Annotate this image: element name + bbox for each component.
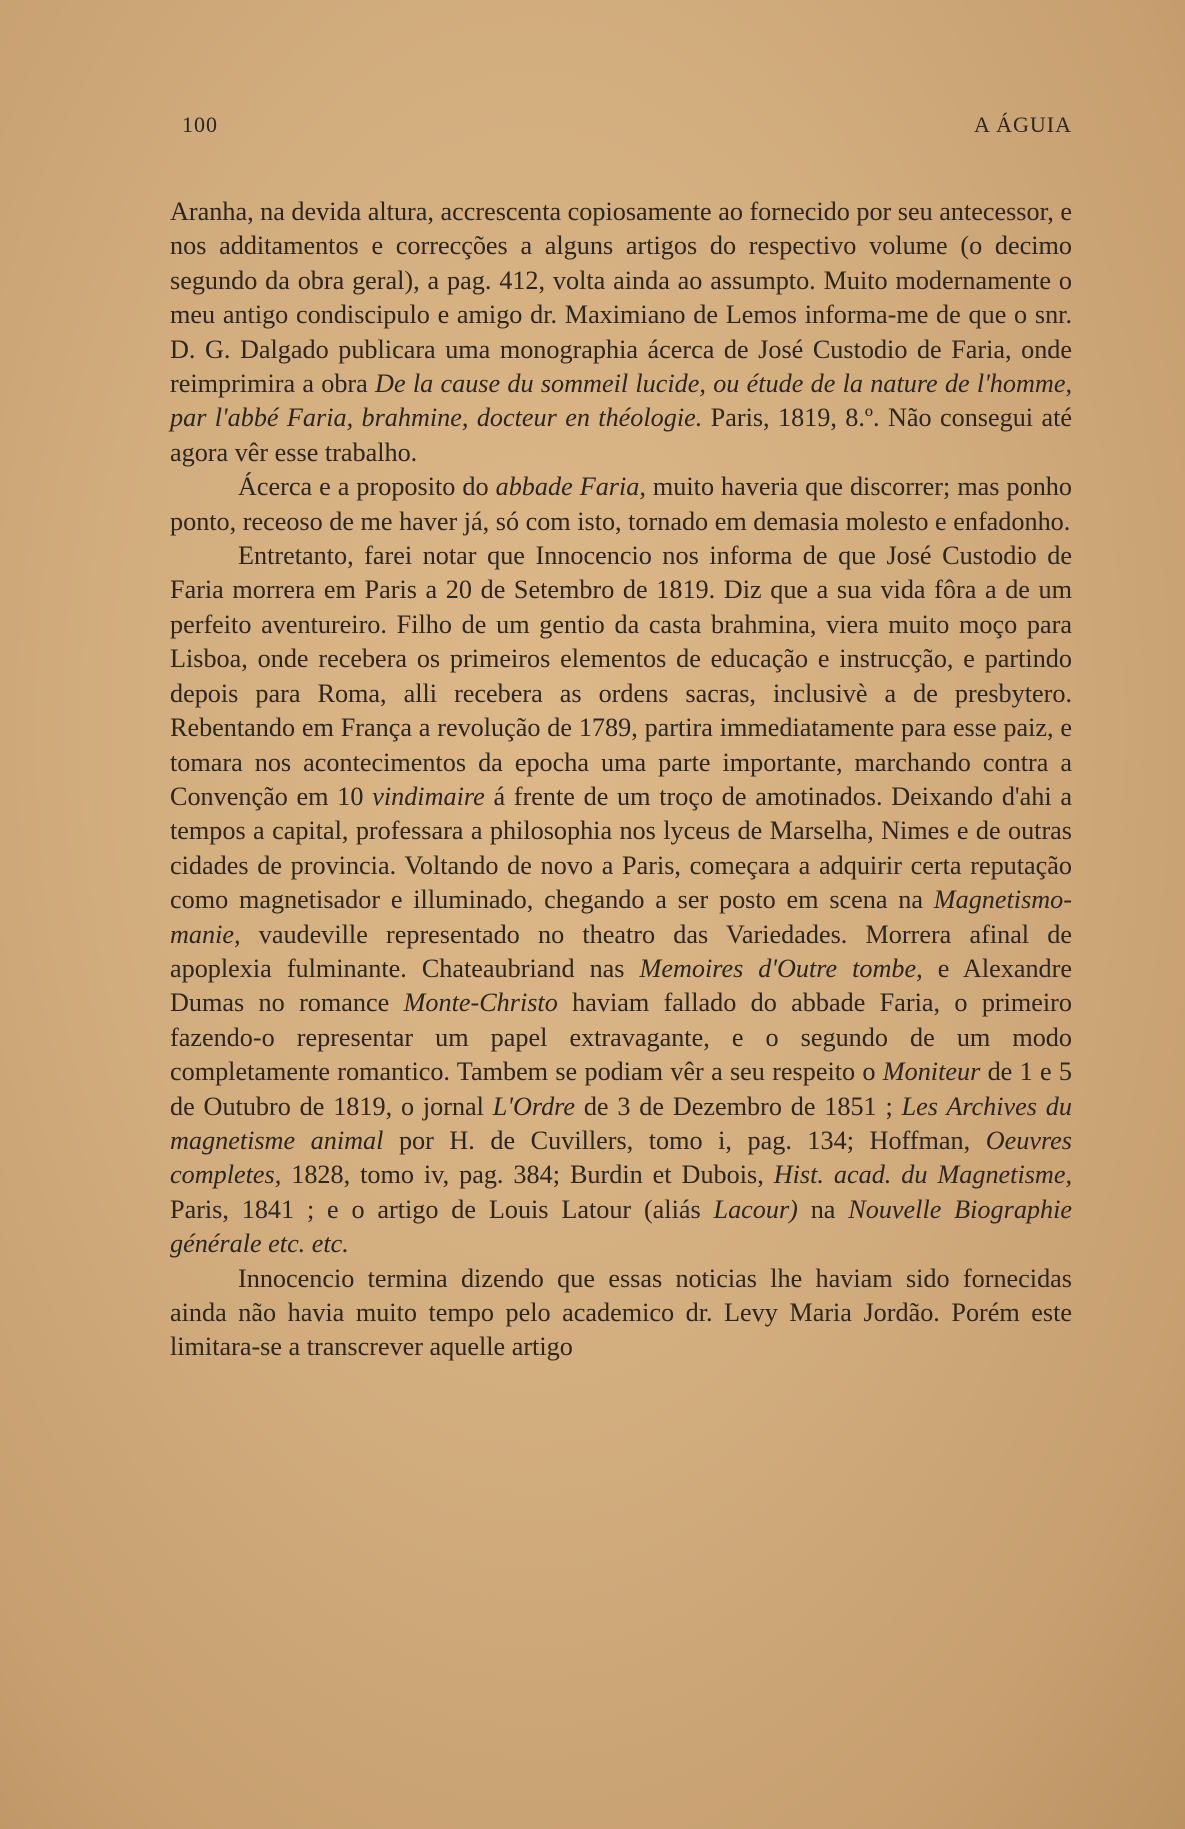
text-run: haviam fallado do abbade Faria, o primeiro fazendo-o representar um papel extravagante, e o segundo de um modo completamente romantico. Tambem se podiam vêr a seu respeito o — [170, 988, 1072, 1087]
italic-text: Monte-Christo — [403, 988, 558, 1018]
page-number: 100 — [182, 112, 218, 137]
paragraph — [170, 1262, 1072, 1365]
italic-text: Hist. acad. du Magnetisme, — [773, 1160, 1073, 1190]
page-header — [170, 112, 1072, 152]
paragraph — [170, 539, 1072, 1262]
italic-text: L'Ordre — [492, 1091, 576, 1121]
body-text — [170, 195, 1072, 1365]
italic-text: Moniteur — [882, 1057, 981, 1087]
text-run: de 3 de Dezembro de 1851 ; — [575, 1091, 902, 1121]
text-run: Ácerca e a proposito do — [238, 472, 496, 502]
text-run: na — [797, 1194, 849, 1224]
text-run: muito haveria que discorrer; mas ponho ponto, receoso de me haver já, só com isto, tornado em demasia molesto e enfadonho. — [170, 472, 1072, 536]
italic-text: De la cause du sommeil lucide, ou étude de la nature de l'homme, par l'abbé Faria, brahmine, docteur en théologie. — [170, 369, 1072, 433]
italic-text: Les Archives du magnetisme animal — [170, 1091, 1072, 1155]
italic-text: Oeuvres completes, — [170, 1125, 1072, 1190]
text-run: á frente de um troço de amotinados. Deixando d'ahi a tempos a capital, professara a philosophia nos lyceus de Marselha, Nimes e de outras cidades de provincia. Voltando de novo a Paris, começara a adquirir certa reputação como magnetisador e illuminado, chegando a ser posto em scena na — [170, 781, 1072, 915]
italic-text: Nouvelle Biographie générale etc. etc. — [170, 1194, 1072, 1259]
text-run: Innocencio termina dizendo que essas noticias lhe haviam sido fornecidas ainda não havia muito tempo pelo academico dr. Levy Maria Jordão. Porém este limitara-se a transcrever aquelle artigo — [170, 1263, 1072, 1362]
text-run: 1828, tomo iv, pag. 384; Burdin et Dubois, — [281, 1160, 774, 1190]
paragraph — [170, 470, 1072, 539]
paragraph — [170, 195, 1072, 470]
text-run: Aranha, na devida altura, accrescenta copiosamente ao fornecido por seu antecessor, e nos additamentos e correcções a alguns artigos do respectivo volume (o decimo segundo da obra geral), a pag. 412, volta ainda ao assumpto. Muito modernamente o meu antigo condiscipulo e amigo dr. Maximiano de Lemos informa-me de que o snr. D. G. Dalgado publicara uma monographia ácerca de José Custodio de Faria, onde reimprimira a obra — [170, 197, 1072, 399]
running-title: A ÁGUIA — [973, 112, 1072, 137]
text-run: Entretanto, farei notar que Innocencio nos informa de que José Custodio de Faria morrera em Paris a 20 de Setembro de 1819. Diz que a sua vida fôra a de um perfeito aventureiro. Filho de um gentio da casta brahmina, viera muito moço para Lisboa, onde recebera os primeiros elementos de educação e instrucção, e partindo depois para Roma, alli recebera as ordens sacras, inclusivè a de presbytero. Rebentando em França a revolução de 1789, partira immediatamente para esse paiz, e tomara nos acontecimentos da epocha uma parte importante, marchando contra a Convenção em 10 — [170, 541, 1072, 811]
italic-text: Lacour) — [713, 1194, 798, 1224]
text-run: de 1 e 5 de Outubro de 1819, o jornal — [170, 1057, 1072, 1121]
italic-text: Magnetismo-manie, — [170, 885, 1072, 949]
italic-text: vindimaire — [372, 781, 485, 811]
text-run: Paris, 1819, 8.º. Não consegui até agora vêr esse trabalho. — [170, 403, 1072, 467]
text-run: e Alexandre Dumas no romance — [170, 953, 1072, 1018]
text-run: vaudeville representado no theatro das Variedades. Morrera afinal de apoplexia fulminante. Chateaubriand nas — [170, 919, 1072, 983]
text-run: por H. de Cuvillers, tomo i, pag. 134; Hoffman, — [383, 1125, 986, 1155]
text-run: Paris, 1841 ; e o artigo de Louis Latour (aliás — [170, 1194, 714, 1224]
italic-text: Memoires d'Outre tombe, — [639, 953, 923, 983]
italic-text: abbade Faria, — [495, 472, 646, 502]
